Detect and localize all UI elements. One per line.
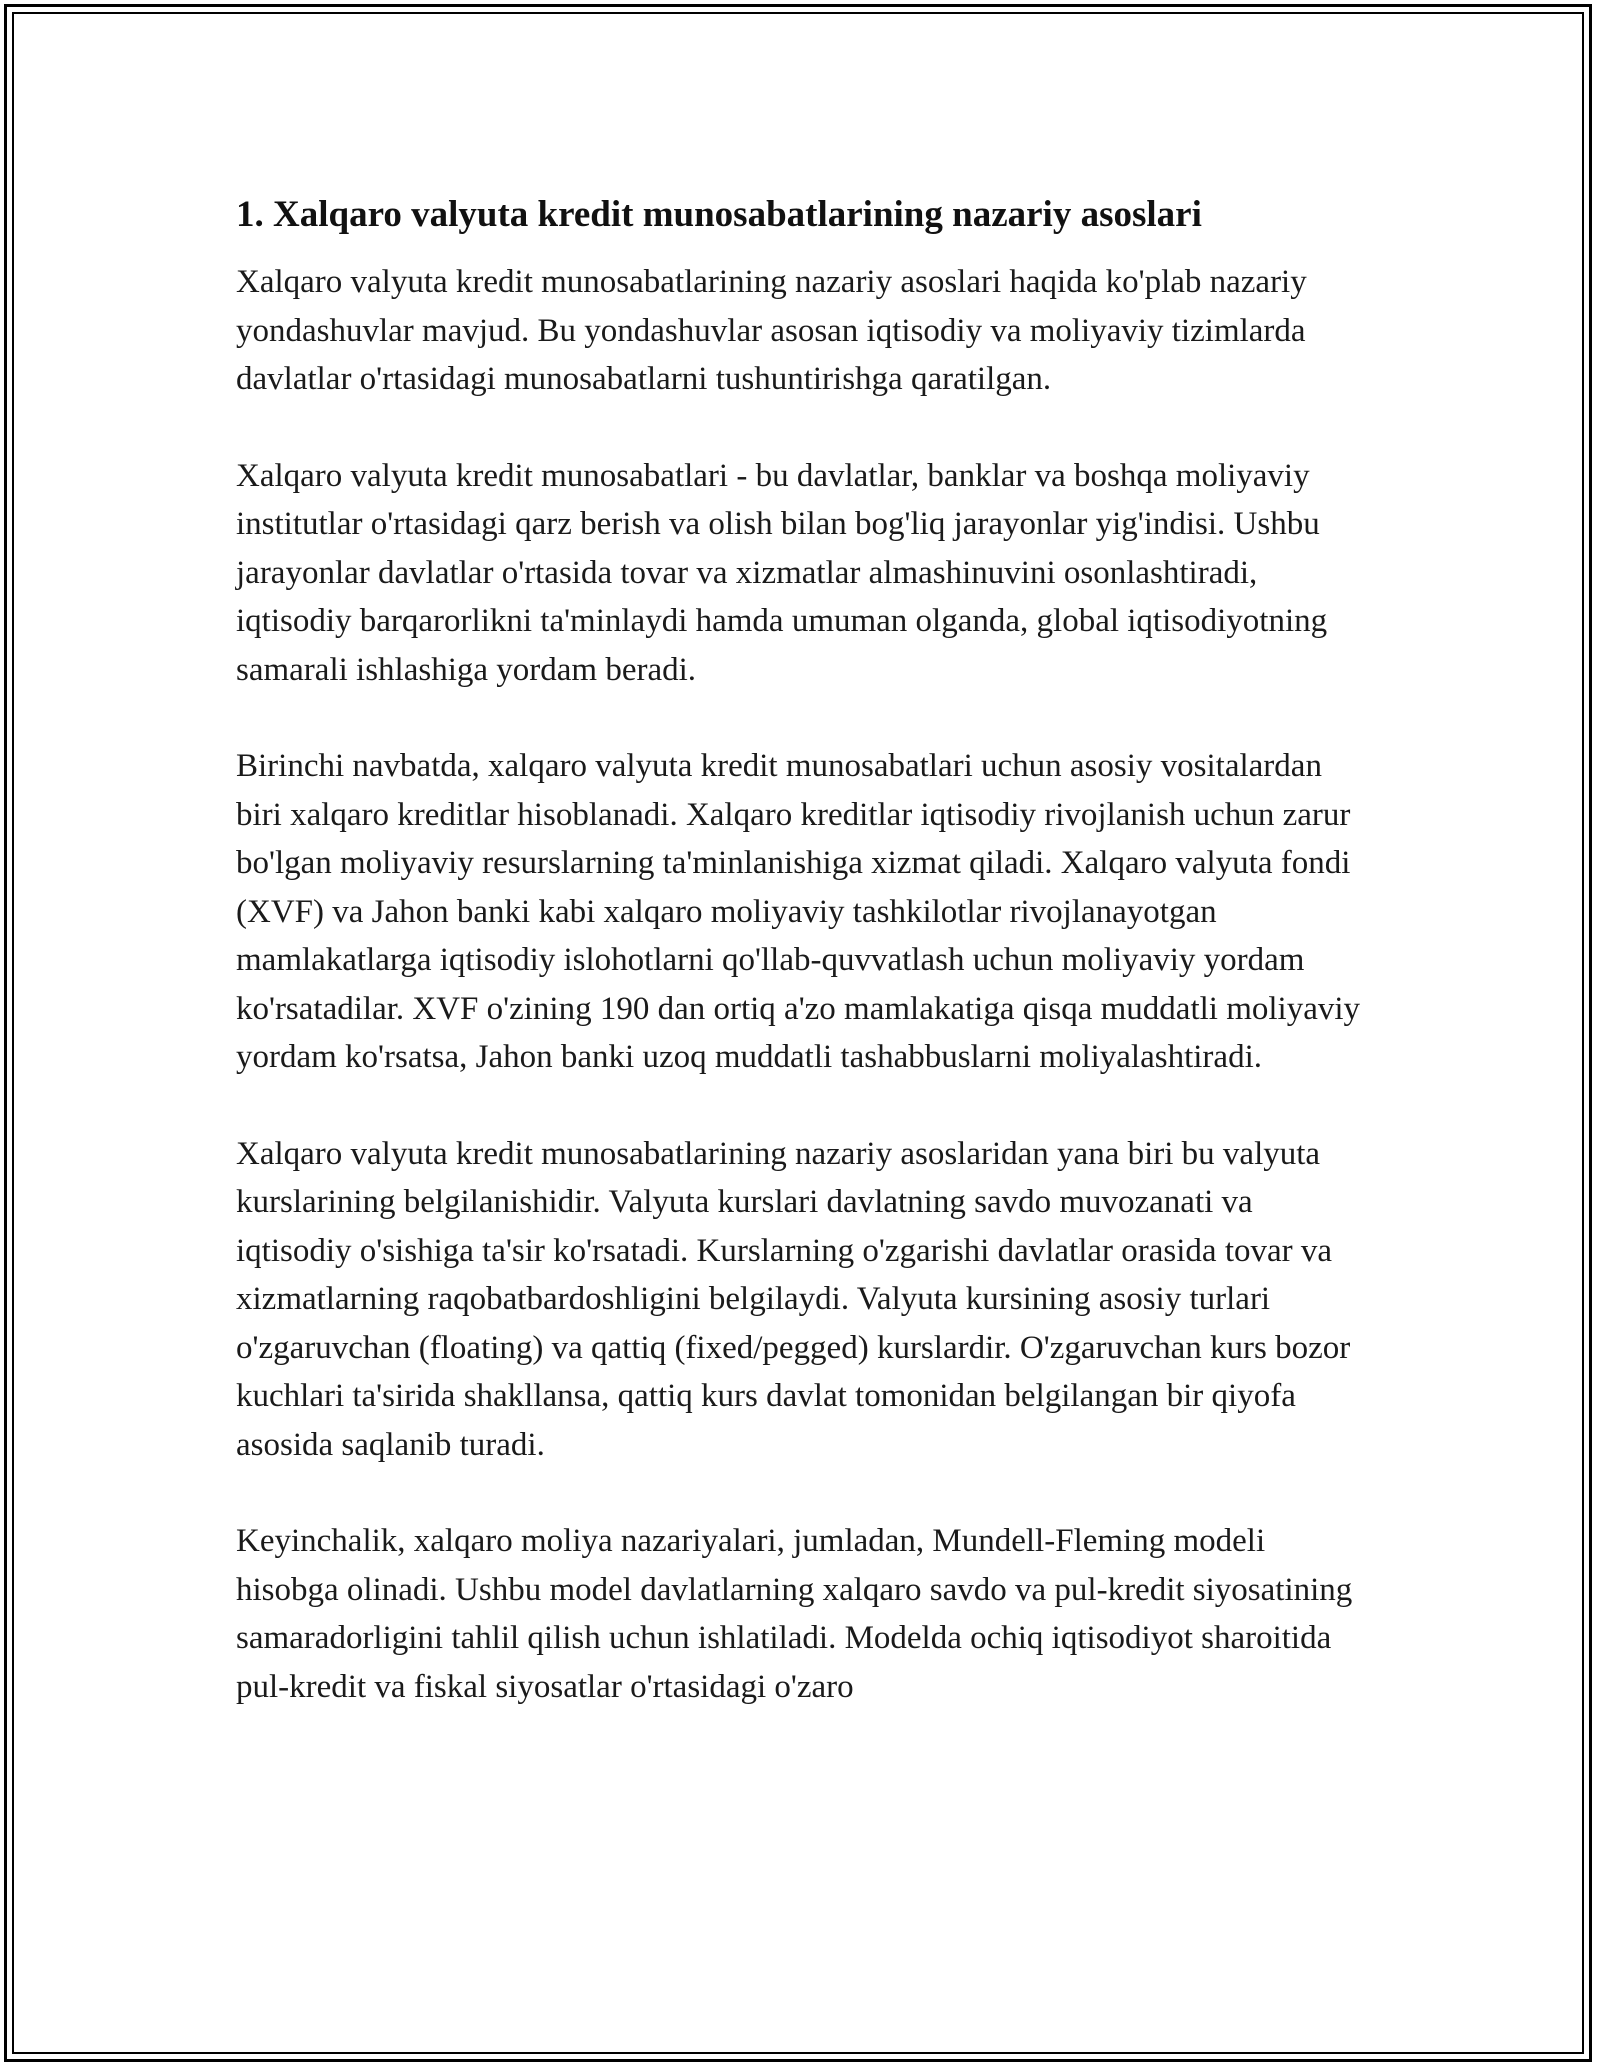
paragraph-1: Xalqaro valyuta kredit munosabatlarining nazariy asoslari haqida ko'plab nazariy yondashuvlar mavjud. Bu yondashuvlar asosan iqtisodiy va moliyaviy tizimlarda davlatlar o'rtasidagi munosabatlarni tushuntirishga qaratilgan. (236, 264, 1307, 397)
paragraph-3: Birinchi navbatda, xalqaro valyuta kredit munosabatlari uchun asosiy vositalardan biri xalqaro kreditlar hisoblanadi. Xalqaro kreditlar iqtisodiy rivojlanish uchun zarur bo'lgan moliyaviy resurslarning ta'minlanishiga xizmat qiladi. Xalqaro valyuta fondi (XVF) va Jahon banki kabi xalqaro moliyaviy tashkilotlar rivojlanayotgan mamlakatlarga iqtisodiy islohotlarni qo'llab-quvvatlash uchun moliyaviy yordam ko'rsatadilar. XVF o'zining 190 dan ortiq a'zo mamlakatiga qisqa muddatli moliyaviy yordam ko'rsatsa, Jahon banki uzoq muddatli tashabbuslarni moliyalashtiradi. (236, 748, 1361, 1075)
document-body (236, 190, 1366, 1759)
document-title: 1. Xalqaro valyuta kredit munosabatlarining nazariy asoslari (236, 194, 1202, 235)
paragraph-2: Xalqaro valyuta kredit munosabatlari - bu davlatlar, banklar va boshqa moliyaviy institutlar o'rtasidagi qarz berish va olish bilan bog'liq jarayonlar yig'indisi. Ushbu jarayonlar davlatlar o'rtasida tovar va xizmatlar almashinuvini osonlashtiradi, iqtisodiy barqarorlikni ta'minlaydi hamda umuman olganda, global iqtisodiyotning samarali ishlashiga yordam beradi. (236, 457, 1328, 688)
paragraph-5: Keyinchalik, xalqaro moliya nazariyalari, jumladan, Mundell-Fleming modeli hisobga olinadi. Ushbu model davlatlarning xalqaro savdo va pul-kredit siyosatining samaradorligini tahlil qilish uchun ishlatiladi. Modelda ochiq iqtisodiyot sharoitida pul-kredit va fiskal siyosatlar o'rtasidagi o'zaro (236, 1523, 1353, 1705)
paragraph-4: Xalqaro valyuta kredit munosabatlarining nazariy asoslaridan yana biri bu valyuta kurslarining belgilanishidir. Valyuta kurslari davlatning savdo muvozanati va iqtisodiy o'sishiga ta'sir ko'rsatadi. Kurslarning o'zgarishi davlatlar orasida tovar va xizmatlarning raqobatbardoshligini belgilaydi. Valyuta kursining asosiy turlari o'zgaruvchan (floating) va qattiq (fixed/pegged) kurslardir. O'zgaruvchan kurs bozor kuchlari ta'sirida shakllansa, qattiq kurs davlat tomonidan belgilangan bir qiyofa asosida saqlanib turadi. (236, 1135, 1351, 1463)
